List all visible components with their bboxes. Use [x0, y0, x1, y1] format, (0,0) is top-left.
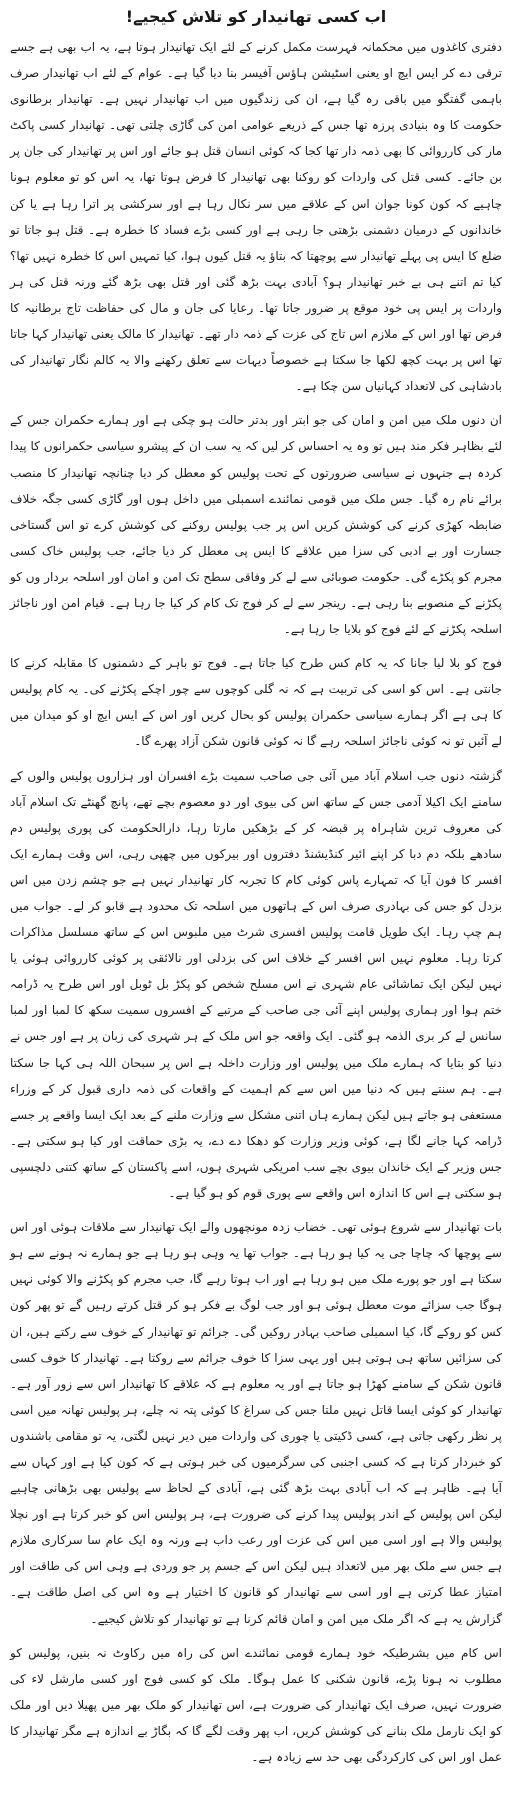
article-paragraph-3: فوج کو بلا لیا جانا کہ یہ کام کس طرح کیا جاتا ہے۔ فوج تو باہر کے دشمنوں کا مقابلہ کرنے کا جانتی ہے۔ اس کو اسی کی تربیت ہے کہ نہ گلی کوچوں سے چور اچکے پکڑنے کی۔ یہ کام پولیس کا ہی ہے اگر ہمارے سیاسی حکمران پولیس کو بحال کریں اور اس کے ایس ایچ او کو میدان میں لے آئیں تو نہ کوئی ناجائز اسلحہ رہے گا نہ کوئی قانون شکن آزاد پھرے گا۔ — [10, 656, 502, 749]
article-paragraph-5: بات تھانیدار سے شروع ہوئی تھی۔ خضاب زدہ مونچھوں والے ایک تھانیدار سے ملاقات ہوئی اور اس سے پوچھا کہ چاچا جی یہ کیا ہو رہا ہے۔ جواب تھا یہ وہی ہو رہا ہے جو ہمارے نہ ہونے سے ہو سکتا ہے اور جو پورے ملک میں ہو رہا ہے اور اب ہوتا رہے گا، جب مجرم کو پکڑنے والا کوئی نہیں ہوگا جب سزائے موت معطل ہوئی ہو اور جب لوگ بے فکر ہو کر قتل کرتے رہیں گے تو پھر کون کس کو روکے گا، کیا اسمبلی صاحب بہادر روکیں گی۔ جرائم تو تھانیدار کے خوف سے رکتے ہیں، ان کی سزائیں ساتھ ہی ہوتی ہیں اور یہی سزا کا خوف جرائم سے روکتا ہے۔ تھانیدار کا خوف کسی قانون شکن کے سامنے کھڑا ہو جاتا ہے اور یہ معلوم ہے کہ علاقے کا تھانیدار اس سے زور آور ہے۔ تھانیدار کو کوئی ایسا قاتل نہیں ملتا جس کی سراغ کا کوئی پتہ نہ چلے، ہر پولیس تھانہ میں اسی پر نظر رکھی جاتی ہے، کسی ڈکیتی یا چوری کی واردات میں دیر نہیں لگتی، یہ تو مقامی باشندوں کو خبردار کرتا ہے کہ کسی اجنبی کی سرگرمیوں کی خبر ہوتی ہے کہ کون کیا ہے اور کہاں سے آیا ہے۔ ظاہر ہے کہ اب آبادی بہت بڑھ گئی ہے، آبادی کے لحاظ سے پولیس بھی بڑھانی چاہیے لیکن اس پولیس کے اندر پولیس پیدا کرنے کی ضرورت ہے، ہر پولیس اس کو خبر کرتا ہے اور نچلا پولیس والا ہے اور اسی میں اس کی عزت اور رعب داب ہے ورنہ وہ ایک عام سا سرکاری ملازم ہے جس سے ملک بھر میں لاتعداد ہیں لیکن اس کے جسم پر جو وردی ہے وہی اس کی طاقت اور امتیاز عطا کرتی ہے اور اسی سے تھانیدار کو قانون کا اختیار ہے وہ اس کی اصل طاقت ہے۔ گزارش یہ ہے کہ اگر ملک میں امن و امان قائم کرنا ہے تو تھانیدار کو تلاش کیجیے۔ — [10, 1220, 502, 1626]
article-title: اب کسی تھانیدار کو تلاش کیجیے! — [125, 7, 387, 26]
article-paragraph-6: اس کام میں بشرطیکہ خود ہمارے قومی نمائندے اس کی راہ میں رکاوٹ نہ بنیں، پولیس کو مطلوب نہ ہونا پڑے، قانون شکنی کا عمل ہوگا۔ ملک کو کسی فوج اور کسی مارشل لاء کی ضرورت نہیں، صرف ایک تھانیدار کی ضرورت ہے، اس تھانیدار کو ملک بھر میں پھیلا دیں اور ملک کو ایک نارمل ملک بنانے کی کوشش کریں، اب پھر وقت لگے گا کہ بگاڑ بے اندازہ ہے مگر تھانیدار کا عمل اور اس کی کارکردگی بھی حد سے زیادہ ہے۔ — [10, 1645, 502, 1764]
article-paragraph-2: ان دنوں ملک میں امن و امان کی جو ابتر اور بدتر حالت ہو چکی ہے اور ہمارے حکمران جس کے لئے بظاہر فکر مند ہیں تو وہ یہ احساس کر لیں کہ یہ سب ان کے پیشرو سیاسی حکمرانوں کا پیدا کردہ ہے جنہوں نے سیاسی ضرورتوں کے تحت پولیس کو معطل کر دیا چنانچہ تھانیدار کا منصب برائے نام رہ گیا۔ جس ملک میں قومی نمائندے اسمبلی میں داخل ہوں اور گاڑی کسی جگہ خلاف ضابطہ کھڑی کرنے کی کوشش کریں اس پر جب پولیس روکنے کی کوشش کرے تو اس گستاخی جسارت اور بے ادبی کی سزا میں علاقے کا ایس پی معطل کر دیا جائے، جب پولیس خاک کسی مجرم کو پکڑے گی۔ حکومت صوبائی سے لے کر وفاقی سطح تک امن و امان اور اسلحہ بردار وں کو پکڑنے کے منصوبے بنا رہی ہے۔ رینجر سے لے کر فوج تک کام کر کیا جا رہا ہے۔ قیام امن اور ناجائز اسلحہ پکڑنے کے لئے فوج کو بلایا جا رہا ہے۔ — [10, 413, 502, 637]
article-paragraph-4: گزشتہ دنوں جب اسلام آباد میں آئی جی صاحب سمیت بڑے افسران اور ہزاروں پولیس والوں کے سامنے ایک اکیلا آدمی جس کے ساتھ اس کی بیوی اور دو معصوم بچے تھے، پانچ گھنٹے تک اسلام آباد کی معروف ترین شاہراہ پر قبضہ کر کے بڑھکیں مارتا رہا، دارالحکومت کی پوری پولیس دم سادھے بلکہ دم دبا کر اپنے ائیر کنڈیشنڈ دفتروں اور بیرکوں میں چھپی رہی، اس وقت ہمارے ایک افسر کا فون آیا کہ تمہارے پاس کوئی کام کا تجربہ کار تھانیدار نہیں ہے جو چشم زدن میں اس بزدل کو جس کی بہادری صرف اس کے ہاتھوں میں اسلحہ تک محدود ہے قابو کر لے۔ جواب میں ہم چپ رہا۔ ایک طویل قامت پولیس افسری شرٹ میں ملبوس اس کے ساتھ مسلسل مذاکرات کرتا رہا۔ معلوم نہیں اس افسر کے خلاف اس کی بزدلی اور نالائقی پر کوئی کارروائی ہوئی یا نہیں لیکن ایک تماشائی عام شہری نے اس مسلح شخص کو پکڑ بل ٹوبل اور اس طرح یہ ڈرامہ ختم ہوا اور ہماری پولیس اپنے آئی جی صاحب کے مرتبے کے افسروں سمیت سکھ کا لمبا اور لمبا سانس لے کر بری الذمہ ہو گئی۔ ایک واقعہ جو اس ملک کے ہر شہری کی زبان پر ہے اور جس نے دنیا کو بتایا کہ ہمارے ملک میں پولیس اور وزارت داخلہ ہے اس پر سبحان اللہ ہی کہا جا سکتا ہے۔ ہم سنتے ہیں کہ دنیا میں اس سے کم اہمیت کے واقعات کی ذمہ داری قبول کر کے وزراء مستعفی ہو جاتے ہیں لیکن ہمارے ہاں اتنی مشکل سے وزارت ملنے کے بعد ایک ایسا واقعے پر جسے ڈرامہ کہا جانے لگا ہے، کوئی وزیر وزارت کو دھکا دے دے، یہ بڑی حماقت اور کیا ہو سکتی ہے۔ جس وزیر کے ایک خاندان بیوی بچے سب امریکی شہری ہوں، اسے پاکستان کے ساتھ کتنی دلچسپی ہو سکتی ہے اس کا اندازہ اس واقعے سے پوری قوم کو ہو گیا ہے۔ — [10, 768, 502, 1201]
article-paragraph-1: دفتری کاغذوں میں محکمانہ فہرست مکمل کرنے کے لئے ایک تھانیدار ہوتا ہے، یہ اب بھی ہے جسے ترقی دے کر ایس ایچ او یعنی اسٹیشن ہاؤس آفیسر بنا دیا گیا ہے۔ عوام کے لئے اب تھانیدار صرف باہمی گفتگو میں باقی رہ گیا ہے، ان کی زندگیوں میں اب تھانیدار نہیں ہے۔ تھانیدار برطانوی حکومت کا وہ بنیادی پرزہ تھا جس کے ذریعے عوامی امن کی گاڑی چلتی تھی۔ تھانیدار کسی پاکٹ مار کی کارروائی کا بھی ذمہ دار تھا کجا کہ کوئی انسان قتل ہو جائے اور اس پر تھانیدار کی جان پر بن جائے۔ کسی قتل کی واردات کو روکنا بھی تھانیدار کا فرض ہوتا تھا، یہ اس کو تو معلوم ہونا چاہیے کہ کون کونا جوان اس کے علاقے میں سر نکال رہا ہے اور سرکشی پر اترا رہا ہے یا کن خاندانوں کے درمیان دشمنی بڑھتی جا رہی ہے اور کسی بڑے فساد کا خطرہ ہے۔ قتل ہو جاتا تو ضلع کا ایس پی پہلے تھانیدار سے پوچھتا کہ بتاؤ یہ قتل کیوں ہوا، کیا تمہیں اس کا خطرہ نہیں تھا؟ کیا تم اتنے ہی بے خبر تھانیدار ہو؟ آبادی بہت بڑھ گئی اور قتل بھی بڑھ گئے ورنہ قتل کی ہر واردات پر ایس پی خود موقع پر ضرور جاتا تھا۔ رعایا کی جان و مال کی حفاظت تاج برطانیہ کا فرض تھا اور اس کے ملازم اس تاج کی عزت کے ذمہ دار تھے۔ تھانیدار کا مالک یعنی تھانیدار کہا جاتا تھا اس پر بہت کچھ لکھا جا سکتا ہے خصوصاً دیہات سے تعلق رکھنے والا یہ کالم نگار تھانیدار کی بادشاہی کی لاتعداد کہانیاں سن چکا ہے۔ — [10, 40, 502, 394]
